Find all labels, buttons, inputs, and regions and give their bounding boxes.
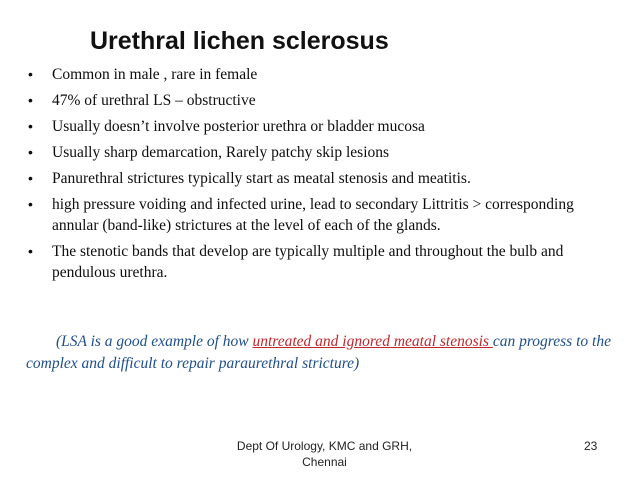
bullet-dot-icon: • bbox=[28, 118, 33, 134]
footer-line-1: Dept Of Urology, KMC and GRH, bbox=[236, 439, 413, 453]
bullet-list bbox=[28, 64, 598, 288]
bullet-dot-icon: • bbox=[28, 170, 33, 186]
note-text-before: (LSA is a good example of how bbox=[56, 333, 253, 350]
bullet-dot-icon: • bbox=[28, 196, 33, 212]
bullet-item bbox=[28, 194, 598, 236]
bullet-text: Usually sharp demarcation, Rarely patchy skip lesions bbox=[52, 144, 390, 161]
example-note bbox=[26, 331, 616, 375]
footer-affiliation bbox=[222, 438, 427, 470]
bullet-dot-icon: • bbox=[28, 66, 33, 82]
note-text-after: can progress to the complex and difficult to repair paraurethral stricture) bbox=[26, 333, 611, 372]
bullet-dot-icon: • bbox=[28, 243, 33, 259]
bullet-text: Common in male , rare in female bbox=[52, 66, 258, 83]
bullet-dot-icon: • bbox=[28, 144, 33, 160]
bullet-text: Usually doesn’t involve posterior urethra or bladder mucosa bbox=[52, 118, 425, 135]
bullet-item bbox=[28, 241, 598, 283]
bullet-item bbox=[28, 64, 598, 85]
bullet-dot-icon: • bbox=[28, 92, 33, 108]
page-number: 23 bbox=[584, 439, 598, 453]
bullet-item bbox=[28, 116, 598, 137]
note-highlight: untreated and ignored meatal stenosis bbox=[252, 333, 493, 350]
bullet-text: 47% of urethral LS – obstructive bbox=[52, 92, 256, 109]
bullet-text: Panurethral strictures typically start as meatal stenosis and meatitis. bbox=[52, 170, 471, 187]
slide-title: Urethral lichen sclerosus bbox=[90, 27, 389, 55]
bullet-text: The stenotic bands that develop are typically multiple and throughout the bulb and pendulous urethra. bbox=[52, 243, 564, 281]
bullet-item bbox=[28, 142, 598, 163]
bullet-item bbox=[28, 168, 598, 189]
bullet-item bbox=[28, 90, 598, 111]
bullet-text: high pressure voiding and infected urine, lead to secondary Littritis > corresponding annular (band-like) strictures at the level of each of the glands. bbox=[52, 196, 574, 234]
footer-line-2: Chennai bbox=[302, 455, 347, 469]
